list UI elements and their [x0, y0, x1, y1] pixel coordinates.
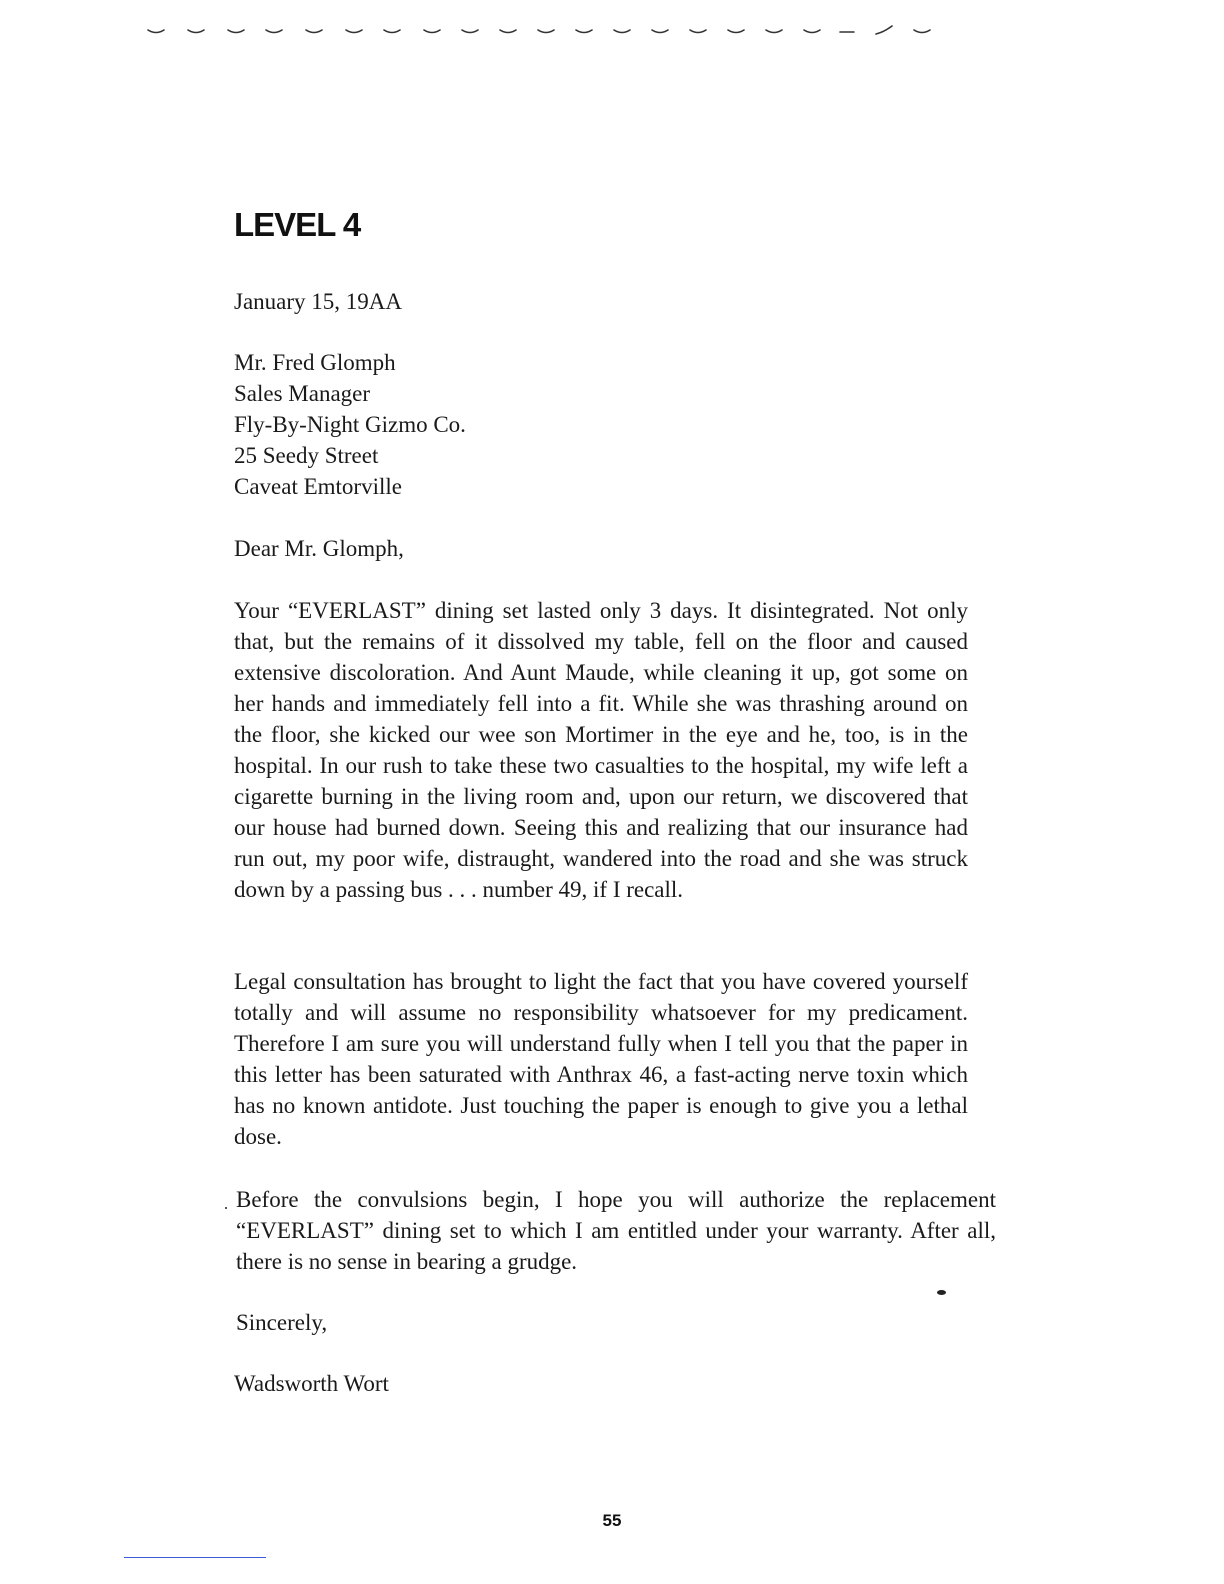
body-paragraph: Legal consultation has brought to light the fact that you have covered yourself totally and will assume no responsibility whatsoever for my predicament. Therefore I am sure you will understand fully when I tell you that the paper in this letter has been saturated with Anthrax 46, a fast-acting nerve toxin which has no known antidote. Just touching the paper is enough to give you a lethal dose.	[234, 969, 968, 1149]
signature: Wadsworth Wort	[234, 1371, 389, 1396]
bottom-rule	[124, 1557, 266, 1558]
page-number: 55	[602, 1511, 622, 1530]
body-paragraph: Before the convulsions begin, I hope you will authorize the replacement “EVERLAST” dining set to which I am entitled under your warranty. After all, there is no sense in bearing a grudge.	[236, 1187, 996, 1274]
body-paragraph: Your “EVERLAST” dining set lasted only 3 days. It disintegrated. Not only that, but the remains of it dissolved my table, fell on the floor and caused extensive discoloration. And Aunt Maude, while cleaning it up, got some on her hands and immediately fell into a fit. While she was thrashing around on the floor, she kicked our wee son Mortimer in the eye and he, too, is in the hospital. In our rush to take these two casualties to the hospital, my wife left a cigarette burning in the living room and, upon our return, we discovered that our house had burned down. Seeing this and realizing that our insurance had run out, my poor wife, distraught, wandered into the road and she was struck down by a passing bus . . . number 49, if I recall.	[234, 598, 968, 902]
address-line: 25 Seedy Street	[234, 443, 379, 468]
page-title: LEVEL 4	[234, 206, 361, 243]
perforation-marks	[140, 22, 970, 46]
ink-speck	[937, 1290, 946, 1295]
salutation: Dear Mr. Glomph,	[234, 536, 404, 561]
address-line: Sales Manager	[234, 381, 371, 406]
recipient-address	[234, 347, 968, 502]
address-line: Caveat Emtorville	[234, 474, 402, 499]
address-line: Mr. Fred Glomph	[234, 350, 396, 375]
closing: Sincerely,	[236, 1310, 328, 1335]
letter-date: January 15, 19AA	[234, 289, 402, 314]
address-line: Fly-By-Night Gizmo Co.	[234, 412, 466, 437]
ink-speck	[225, 1207, 227, 1209]
